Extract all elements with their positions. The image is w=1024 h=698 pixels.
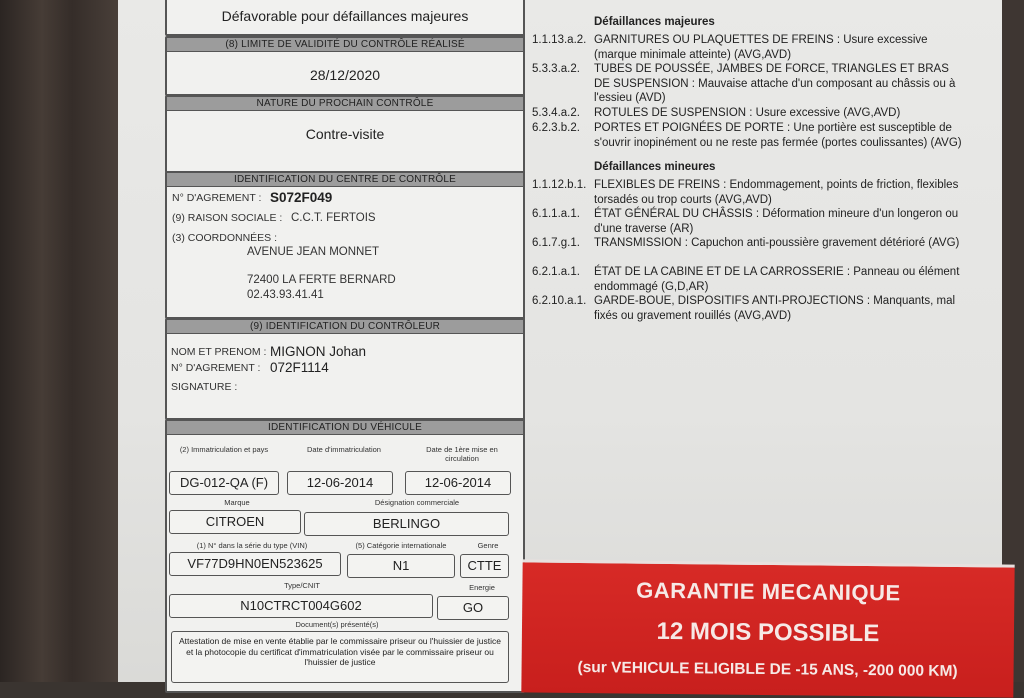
defect-code: 5.3.3.a.2. [532,63,580,75]
defect-description: TRANSMISSION : Capuchon anti-poussière gravement détérioré (AVG) [594,237,960,249]
controller-box [165,318,525,420]
genre-label: Genre [477,541,499,550]
validity-box [165,36,525,96]
warranty-banner [521,559,1014,697]
validity-date: 28/12/2020 [309,67,381,83]
center-address-line1: AVENUE JEAN MONNET [247,246,380,258]
minor-defects-title: Défaillances mineures [594,161,716,173]
center-address-line2: 72400 LA FERTE BERNARD [247,274,396,286]
genre-field: CTTE [460,554,509,578]
major-defects-title: Défaillances majeures [594,16,715,28]
defect-code: 6.2.1.a.1. [532,266,580,278]
documents-label: Document(s) présenté(s) [295,620,379,629]
vehicle-header: IDENTIFICATION DU VÉHICULE [166,420,524,435]
marque-label: Marque [224,498,250,507]
defect-description: ROTULES DE SUSPENSION : Usure excessive (AVG,AVD) [594,107,901,119]
defect-code: 1.1.13.a.2. [532,34,587,46]
attestation-text: Attestation de mise en vente établie par le commissaire priseur ou l'huissier de justice et la photocopie du certificat d'immatriculation visée par le commissaire priseur ou l'huissier de justice [179,636,501,667]
marque-field: CITROEN [169,510,301,534]
result-text: Défavorable pour défaillances majeures [221,8,469,24]
next-control-box [165,95,525,173]
center-phone: 02.43.93.41.41 [247,289,324,301]
controller-header: (9) IDENTIFICATION DU CONTRÔLEUR [166,319,524,334]
center-agrement-value: S072F049 [270,190,333,205]
next-control-value: Contre-visite [305,126,385,142]
categorie-field: N1 [347,554,455,578]
controller-signature-label: SIGNATURE : [171,381,238,393]
controller-agrement-label: N° D'AGREMENT : [171,362,261,374]
validity-header: (8) LIMITE DE VALIDITÉ DU CONTRÔLE RÉALISÉ [166,37,524,52]
warranty-line2: 12 MOIS POSSIBLE [656,617,880,648]
result-box [165,0,525,36]
defect-description: ÉTAT GÉNÉRAL DU CHÂSSIS : Déformation mineure d'un longeron ou d'une traverse (AR) [594,208,959,235]
vin-field: VF77D9HN0EN523625 [169,552,341,576]
center-raison-value: C.C.T. FERTOIS [291,212,376,224]
controller-name-value: MIGNON Johan [270,344,367,359]
first-date-label: Date de 1ère mise en circulation [426,445,498,463]
designation-field: BERLINGO [304,512,509,536]
defect-code: 6.2.3.b.2. [532,122,580,134]
center-identification-box [165,171,525,319]
immat-label: (2) Immatriculation et pays [179,445,269,454]
defect-description: GARNITURES OU PLAQUETTES DE FREINS : Usure excessive (marque minimale atteinte) (AVG,AVD) [594,34,928,61]
immat-date-field: 12-06-2014 [287,471,393,495]
controller-agrement-value: 072F1114 [270,360,329,375]
defect-code: 6.2.10.a.1. [532,295,587,307]
defect-code: 5.3.4.a.2. [532,107,580,119]
warranty-line3: (sur VEHICULE ELIGIBLE DE -15 ANS, -200 000 KM) [577,659,958,680]
defect-code: 1.1.12.b.1. [532,179,587,191]
defect-description: GARDE-BOUE, DISPOSITIFS ANTI-PROJECTIONS : Manquants, mal fixés ou gravement rouillés (AVG,AVD) [594,295,956,322]
categorie-label: (5) Catégorie internationale [355,541,447,550]
defect-description: TUBES DE POUSSÉE, JAMBES DE FORCE, TRIANGLES ET BRAS DE SUSPENSION : Mauvaise attache d'un composant au châssis ou à l'essieu (AVD) [594,63,956,104]
immat-field: DG-012-QA (F) [169,471,279,495]
wood-table-background [0,0,120,682]
attestation-box [171,631,509,683]
center-agrement-label: N° D'AGREMENT : [172,192,262,204]
vehicle-identification-box [165,419,525,693]
vin-label: (1) N° dans la série du type (VIN) [196,541,308,550]
energie-field: GO [437,596,509,620]
controller-name-label: NOM ET PRENOM : [171,346,267,358]
defect-description: PORTES ET POIGNÉES DE PORTE : Une portière est susceptible de s'ouvrir inopinément ou ne reste pas fermée (portes coulissantes) (AVG) [594,122,962,149]
next-control-header: NATURE DU PROCHAIN CONTRÔLE [166,96,524,111]
type-field: N10CTRCT004G602 [169,594,433,618]
immat-date-label: Date d'immatriculation [307,445,381,454]
designation-label: Désignation commerciale [374,498,460,507]
warranty-line1: GARANTIE MECANIQUE [636,577,901,606]
defect-description: ÉTAT DE LA CABINE ET DE LA CARROSSERIE : Panneau ou élément endommagé (G,D,AR) [594,266,960,293]
center-header: IDENTIFICATION DU CENTRE DE CONTRÔLE [166,172,524,187]
center-coord-label: (3) COORDONNÉES : [172,232,278,244]
first-date-field: 12-06-2014 [405,471,511,495]
defect-code: 6.1.1.a.1. [532,208,580,220]
defect-code: 6.1.7.g.1. [532,237,580,249]
defect-description: FLEXIBLES DE FREINS : Endommagement, points de friction, flexibles torsadés ou trop courts (AVG,AVD) [594,179,959,206]
type-label: Type/CNIT [284,581,320,590]
center-raison-label: (9) RAISON SOCIALE : [172,212,283,224]
energie-label: Energie [469,583,495,592]
